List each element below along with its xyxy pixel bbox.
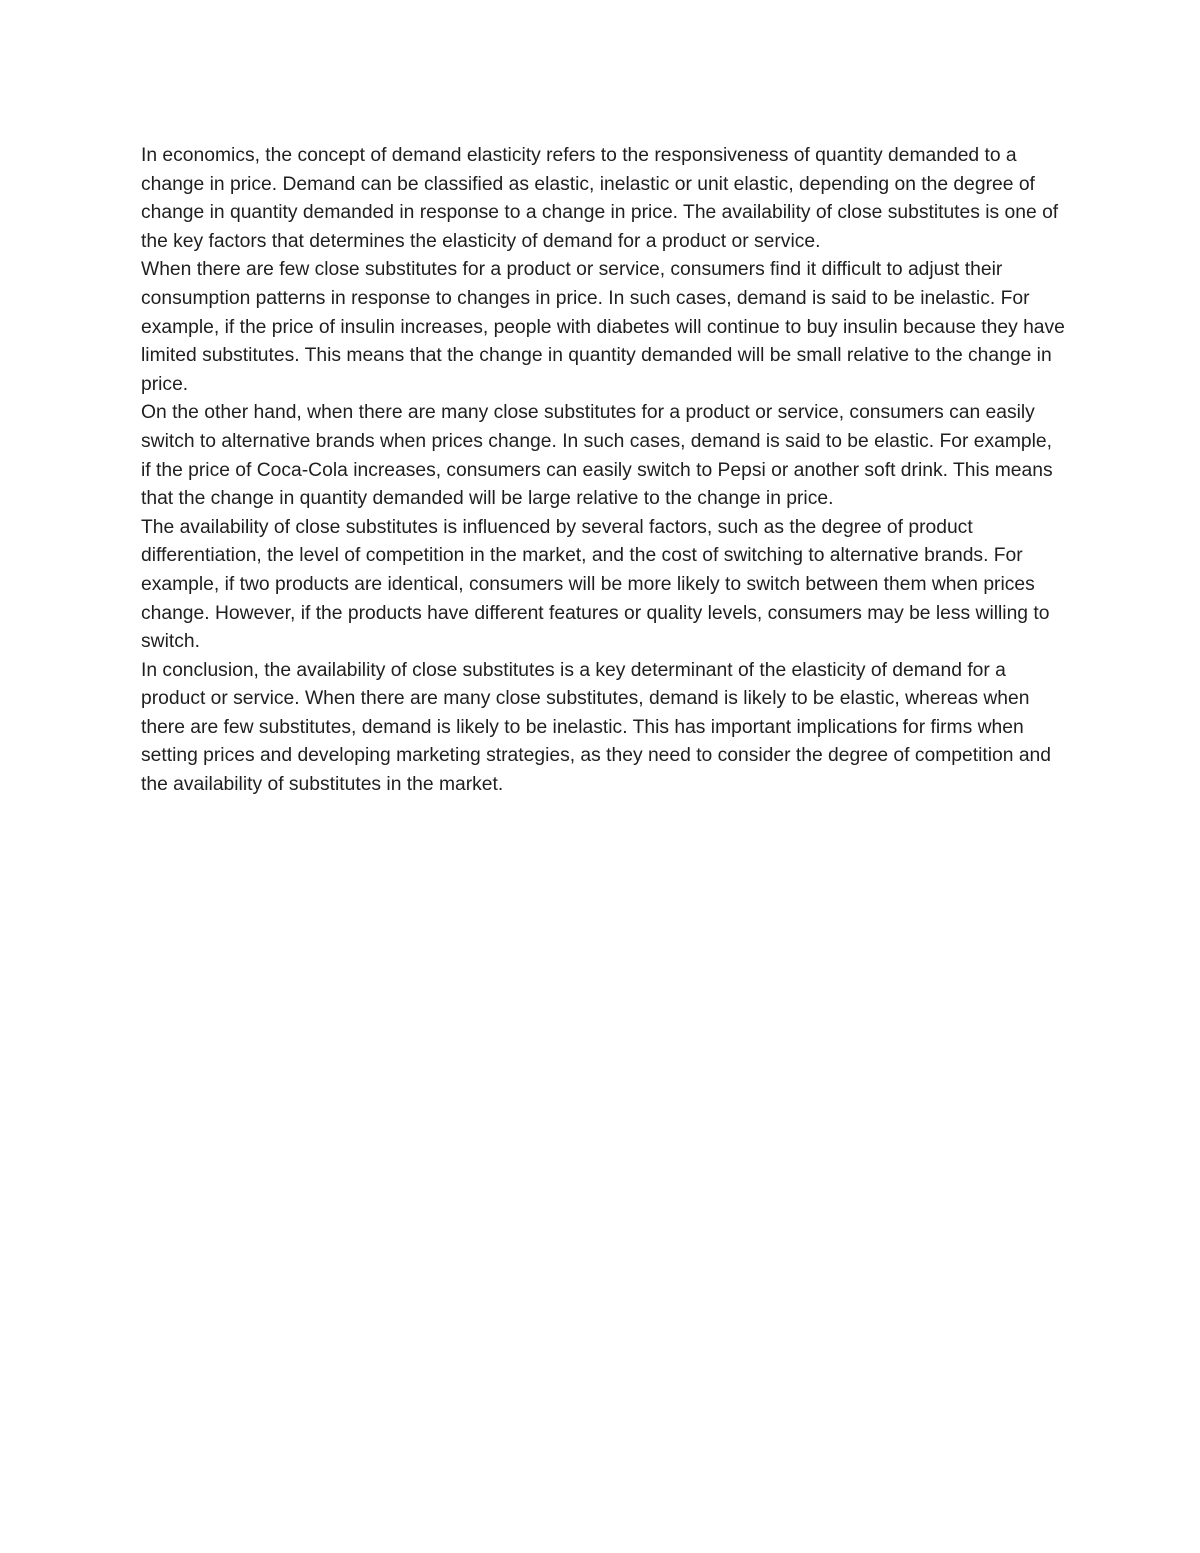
paragraph-intro: In economics, the concept of demand elasticity refers to the responsiveness of quantity demanded to a change in price. Demand can be classified as elastic, inelastic or unit elastic, depending on the degree of change in quantity demanded in response to a change in price. The availability of close substitutes is one of the key factors that determines the elasticity of demand for a product or service. [141,145,1059,252]
paragraph-conclusion: In conclusion, the availability of close substitutes is a key determinant of the elasticity of demand for a product or service. When there are many close substitutes, demand is likely to be elastic, whereas when there are few substitutes, demand is likely to be inelastic. This has important implications for firms when setting prices and developing marketing strategies, as they need to consider the degree of competition and the availability of substitutes in the market. [141,659,1051,796]
paragraph-few-substitutes: When there are few close substitutes for a product or service, consumers find it difficult to adjust their consumption patterns in response to changes in price. In such cases, demand is said to be inelastic. For example, if the price of insulin increases, people with diabetes will continue to buy insulin because they have limited substitutes. This means that the change in quantity demanded will be small relative to the change in price. [141,259,1065,395]
paragraph-many-substitutes: On the other hand, when there are many close substitutes for a product or service, consumers can easily switch to alternative brands when prices change. In such cases, demand is said to be elastic. For example, if the price of Coca-Cola increases, consumers can easily switch to Pepsi or another soft drink. This means that the change in quantity demanded will be large relative to the change in price. [141,402,1053,510]
paragraph-influencing-factors: The availability of close substitutes is influenced by several factors, such as the degree of product differentiation, the level of competition in the market, and the cost of switching to alternative brands. For example, if two products are identical, consumers will be more likely to switch between them when prices change. However, if the products have different features or quality levels, consumers may be less willing to switch. [141,516,1050,653]
document-body [141,142,1066,800]
